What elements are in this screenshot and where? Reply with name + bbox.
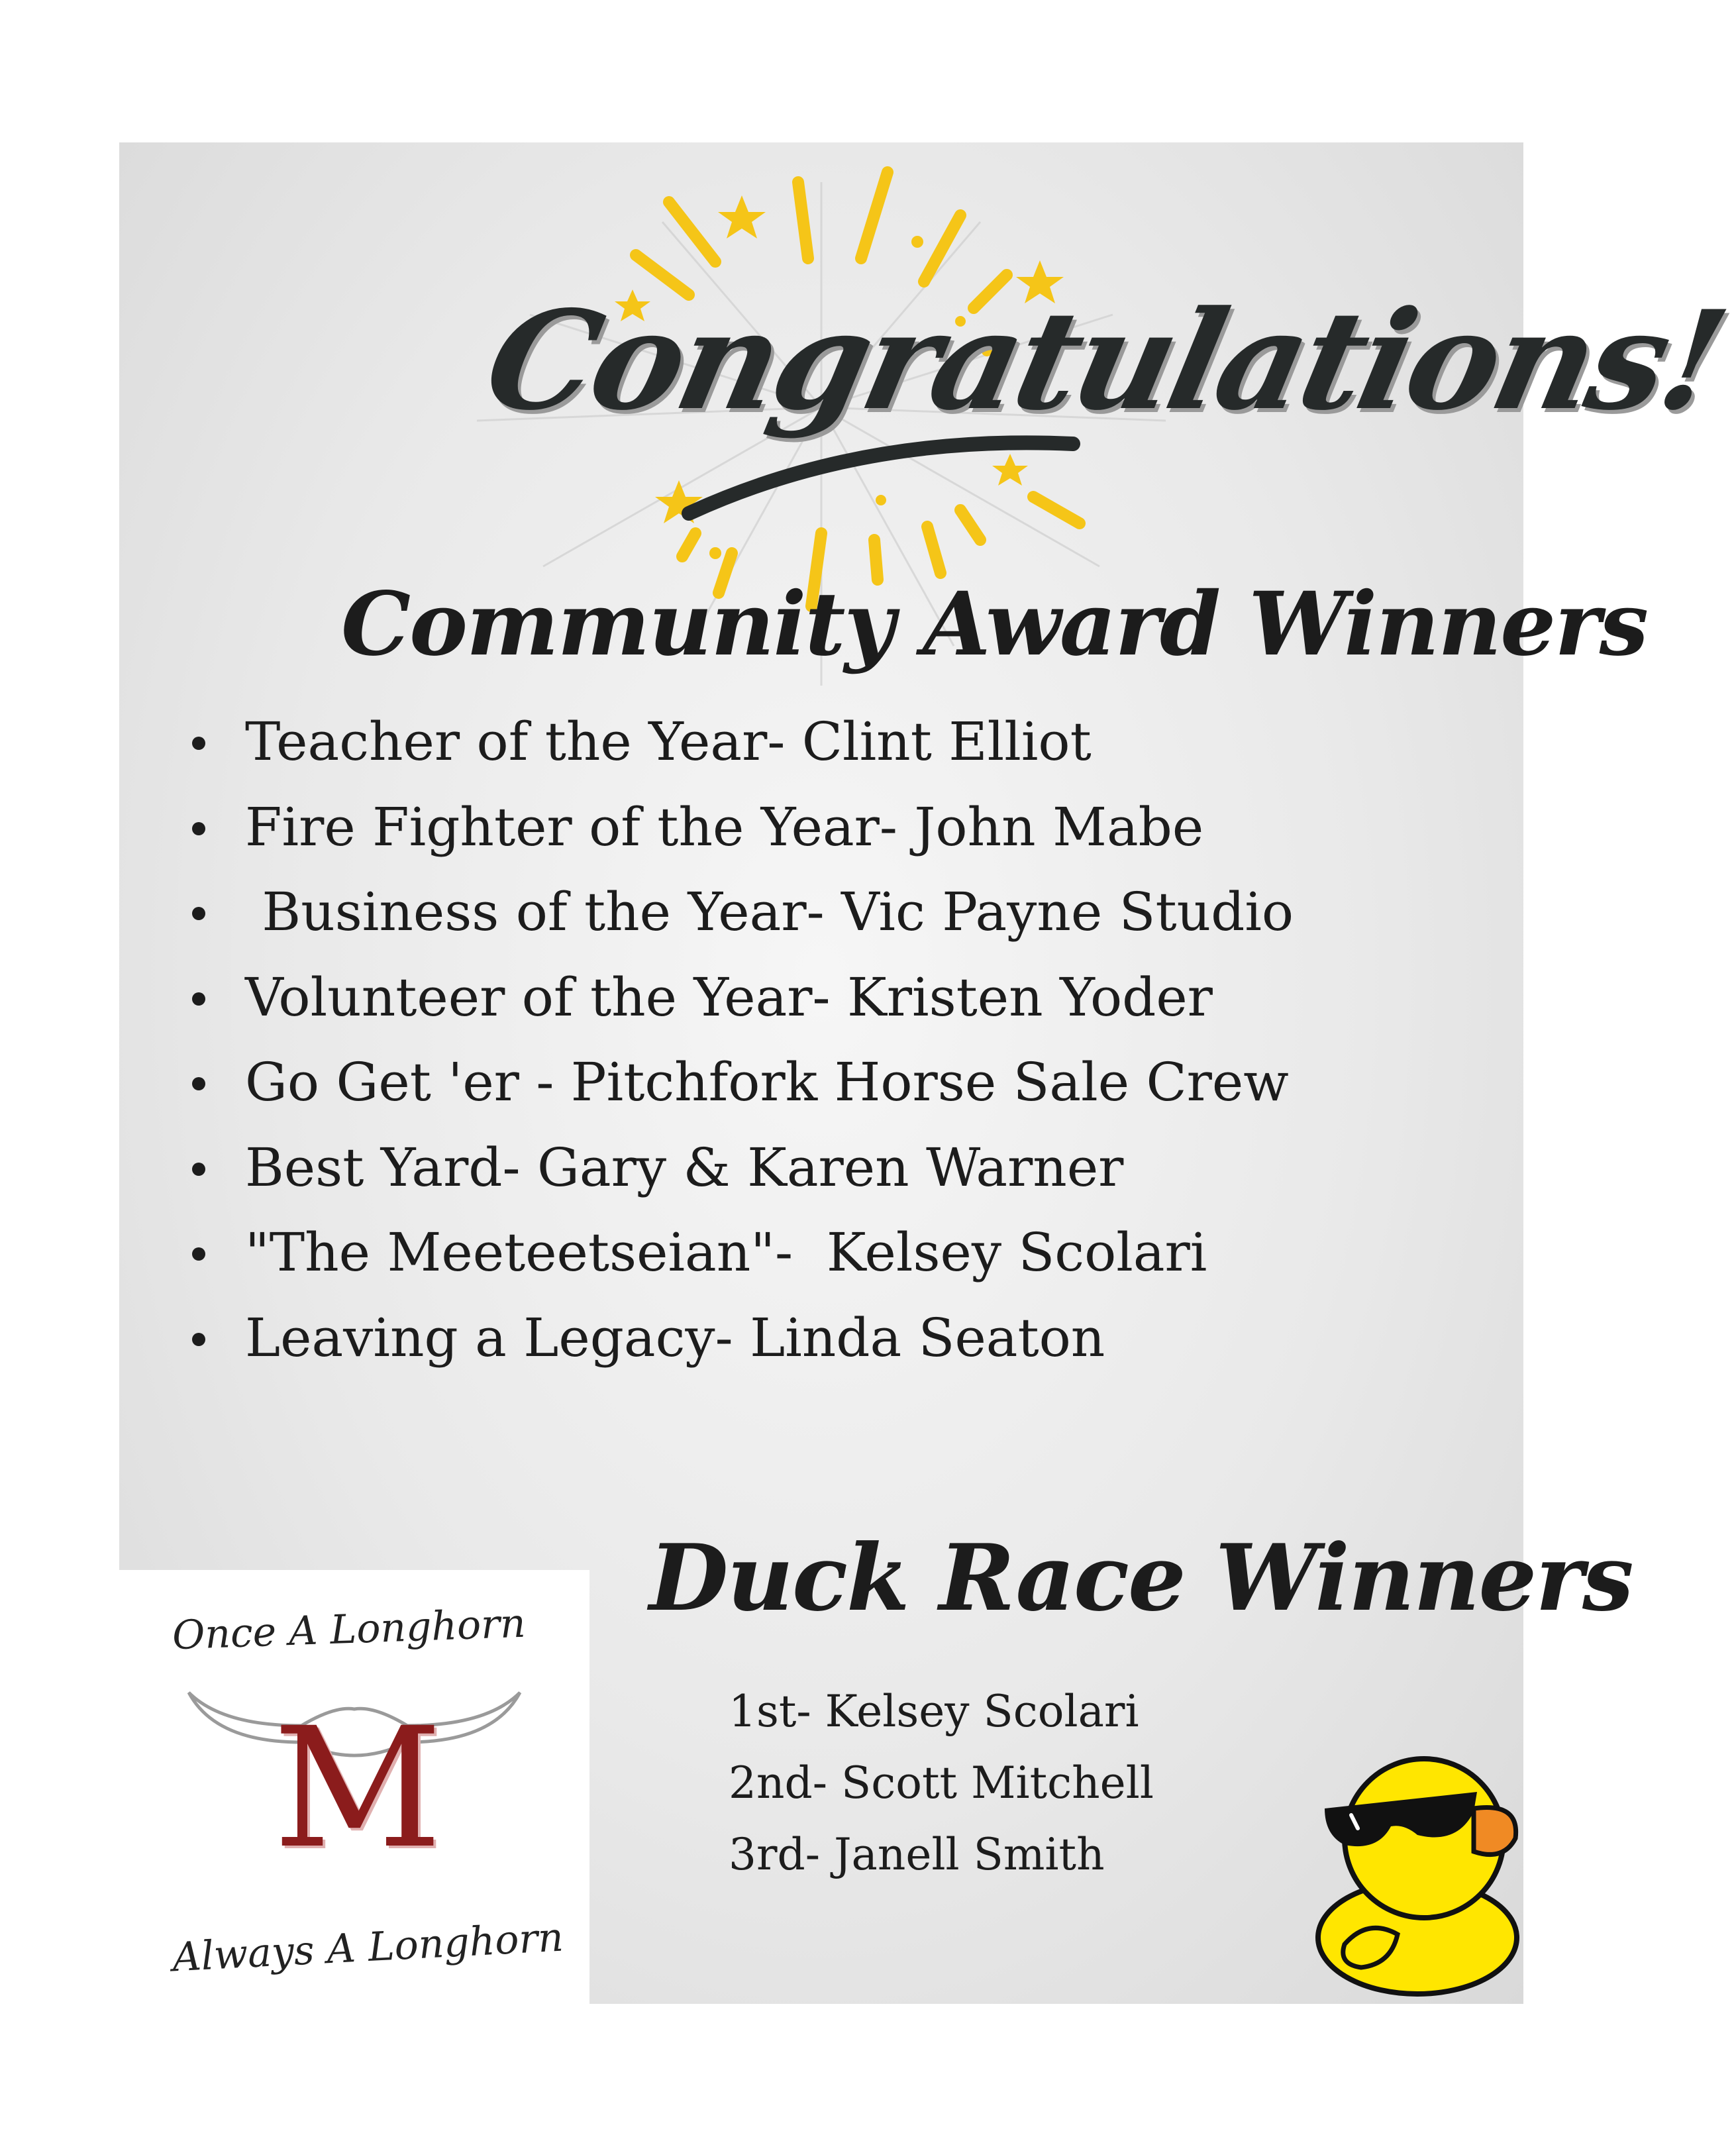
bullet-icon: [192, 737, 205, 750]
duck-race-winners-list: [729, 1676, 1154, 1891]
list-item: Fire Fighter of the Year- John Mabe: [192, 801, 1294, 854]
award-poster: [119, 142, 1736, 2004]
list-item: 1st- Kelsey Scolari: [729, 1686, 1139, 1737]
bullet-icon: [192, 1163, 205, 1176]
community-awards-list: [192, 711, 1294, 1396]
list-item: "The Meeteetseian"- Kelsey Scolari: [192, 1226, 1294, 1279]
list-item: Volunteer of the Year- Kristen Yoder: [192, 971, 1294, 1024]
list-item: Best Yard- Gary & Karen Warner: [192, 1141, 1294, 1194]
bullet-icon: [192, 822, 205, 835]
bullet-icon: [192, 1077, 205, 1090]
list-item: Business of the Year- Vic Payne Studio: [192, 886, 1294, 939]
list-item: Leaving a Legacy- Linda Seaton: [192, 1312, 1294, 1365]
list-item: Go Get 'er - Pitchfork Horse Sale Crew: [192, 1056, 1294, 1109]
rubber-duck-sunglasses-icon: [1305, 1746, 1523, 1997]
logo-bottom-text: Always A Longhorn: [171, 1914, 565, 1981]
bullet-icon: [192, 992, 205, 1006]
bullet-icon: [192, 1333, 205, 1346]
headline: Congratulations!: [473, 282, 1736, 441]
list-item: Teacher of the Year- Clint Elliot: [192, 715, 1294, 768]
duck-race-heading: Duck Race Winners: [649, 1524, 1633, 1632]
logo-letter: M: [273, 1692, 442, 1885]
list-item: 3rd- Janell Smith: [729, 1829, 1105, 1880]
list-item: 2nd- Scott Mitchell: [729, 1757, 1154, 1808]
bullet-icon: [192, 1247, 205, 1261]
community-award-heading: Community Award Winners: [341, 573, 1648, 676]
bullet-icon: [192, 907, 205, 920]
logo-top-text: Once A Longhorn: [171, 1600, 527, 1659]
longhorn-logo: [119, 1570, 589, 2004]
